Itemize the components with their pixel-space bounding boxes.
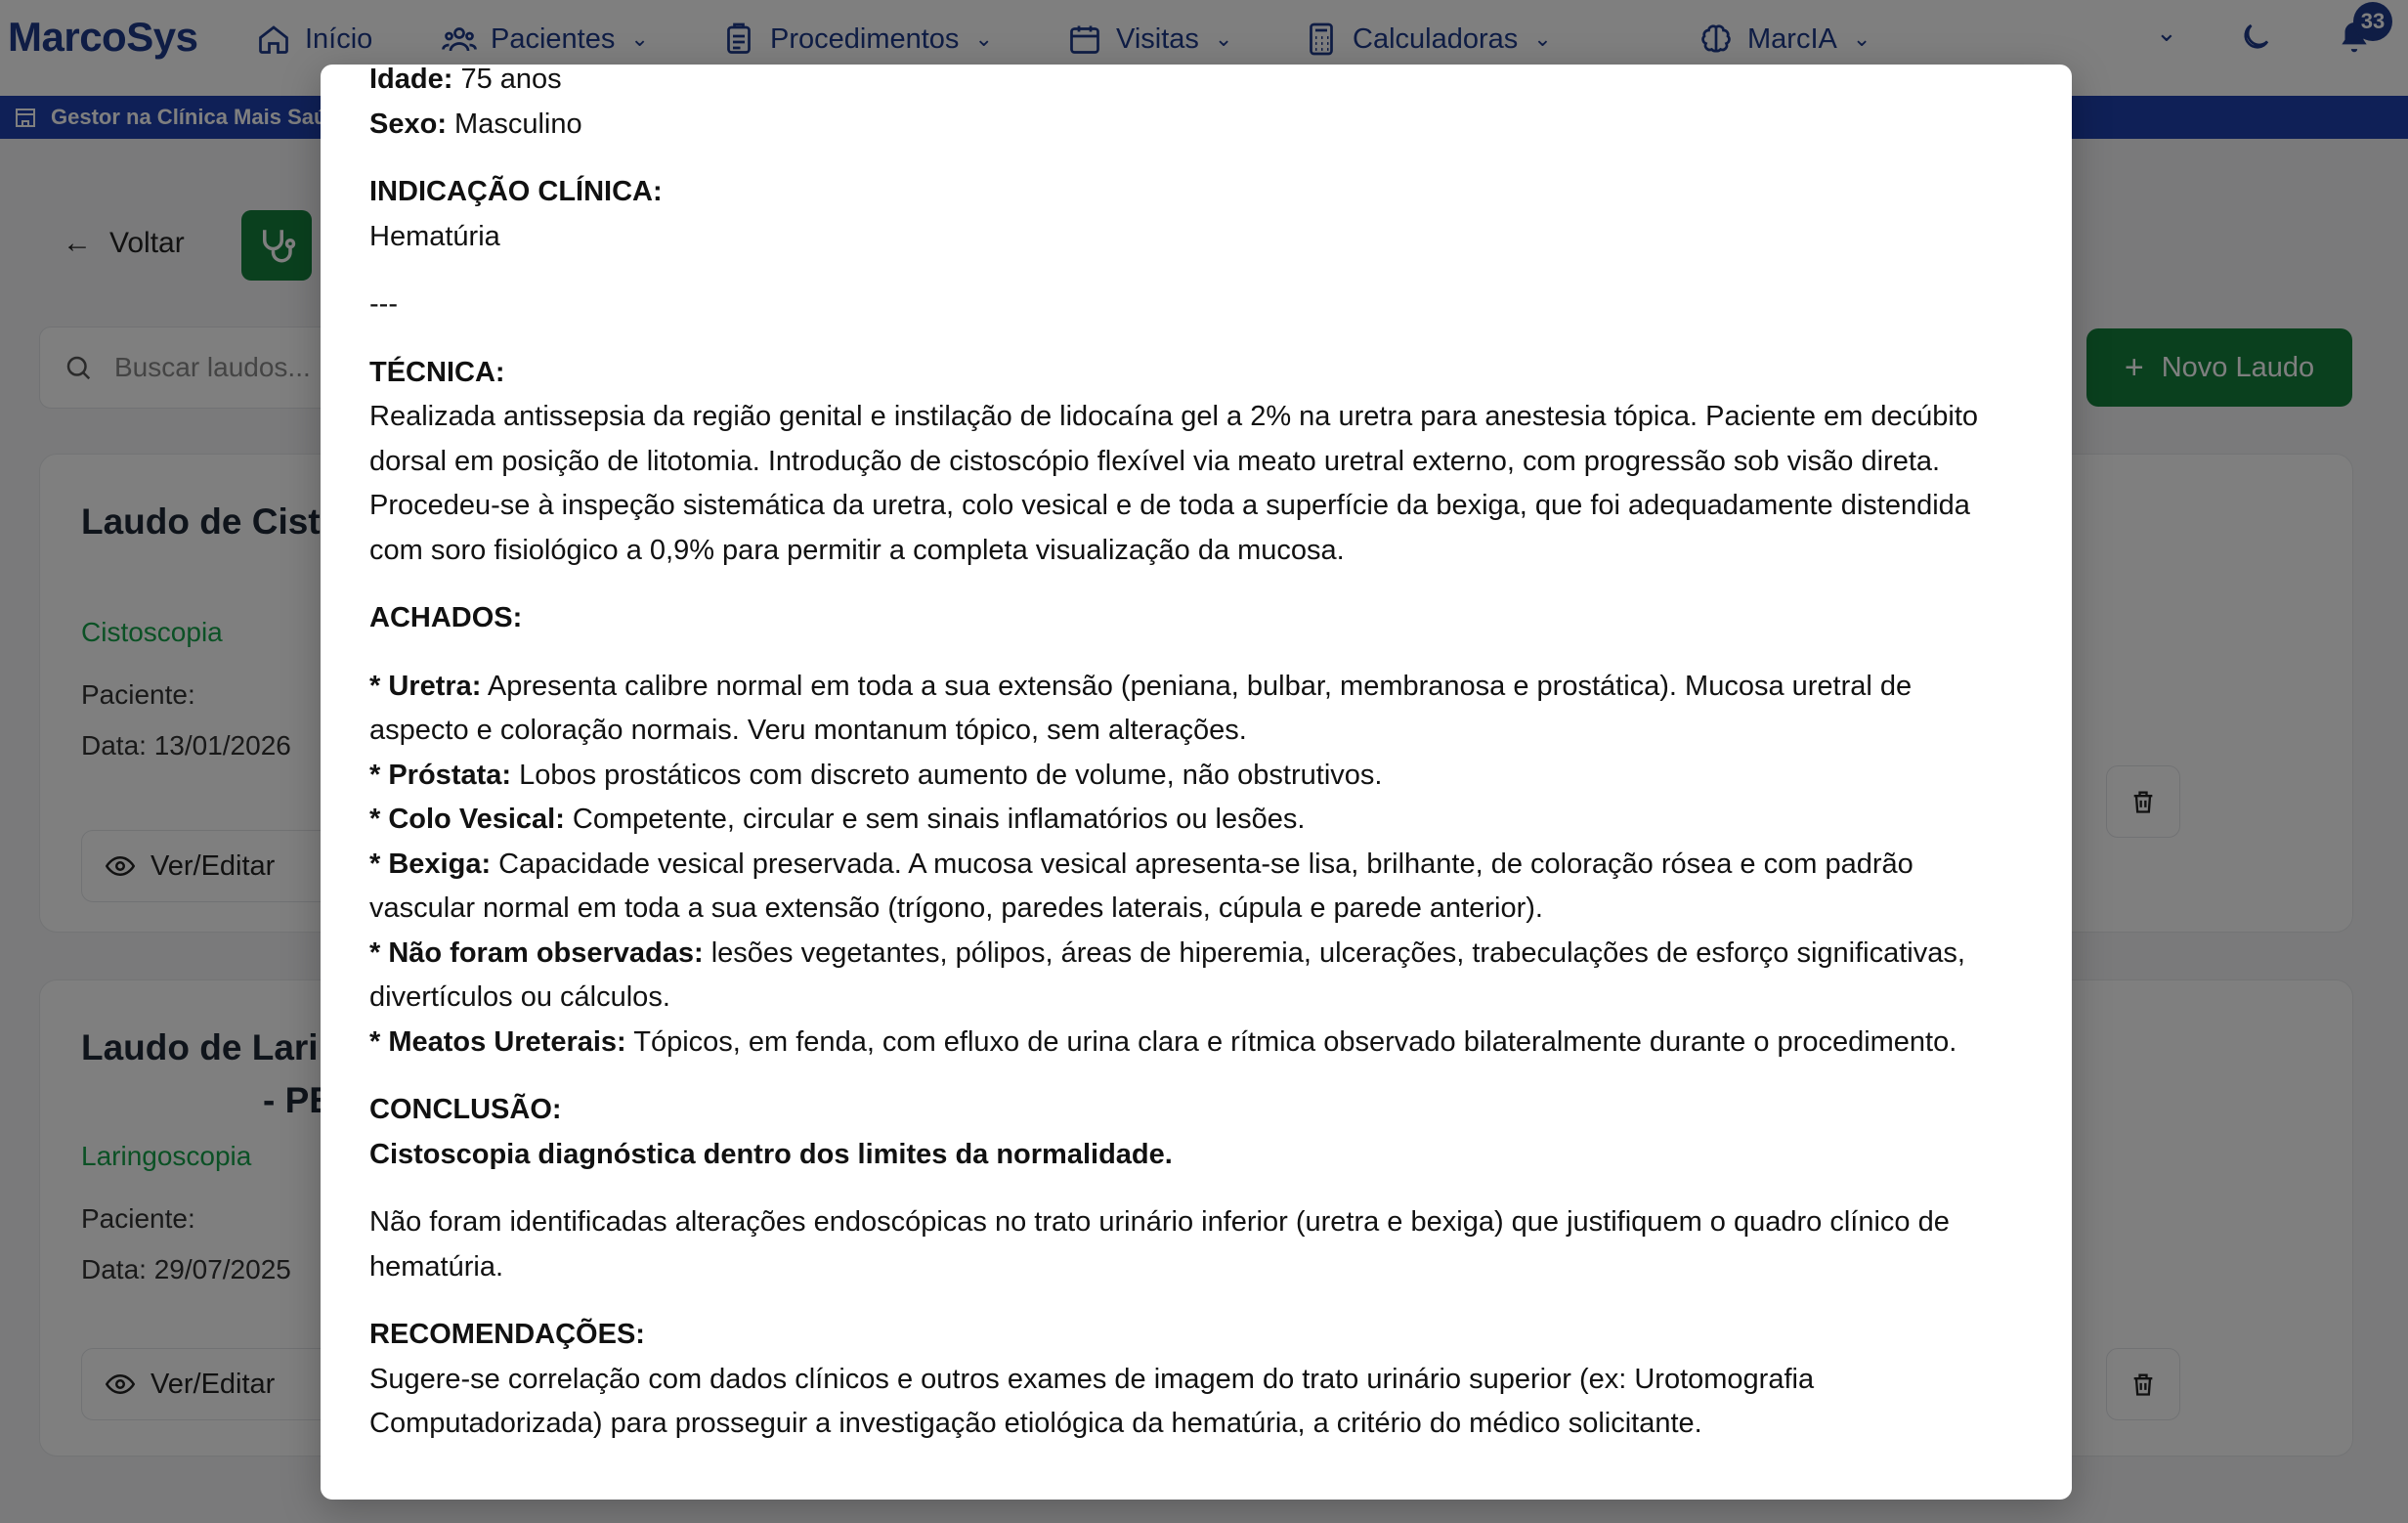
finding-item: * Uretra: Apresenta calibre normal em toda a sua extensão (peniana, bulbar, membranosa e prostática). Mucosa uretral de [369, 670, 1913, 702]
findings-heading: ACHADOS: [369, 602, 523, 633]
finding-item: * Não foram observadas: lesões vegetantes, pólipos, áreas de hiperemia, ulcerações, trabeculações de esforço significativas, [369, 936, 1965, 969]
technique-line: dorsal em posição de litotomia. Introdução de cistoscópio flexível via meato uretral externo, com progressão sob visão direta. [369, 445, 1941, 477]
indication-heading: INDICAÇÃO CLÍNICA: [369, 176, 663, 207]
finding-item-cont: aspecto e coloração normais. Veru montanum tópico, sem alterações. [369, 715, 1247, 746]
conclusion-summary: Cistoscopia diagnóstica dentro dos limites da normalidade. [369, 1138, 1173, 1170]
technique-heading: TÉCNICA: [369, 356, 505, 388]
age-line: Idade: 75 anos [369, 65, 562, 95]
indication-text: Hematúria [369, 220, 500, 252]
technique-line: Procedeu-se à inspeção sistemática da uretra, colo vesical e de toda a superfície da bexiga, que foi adequadamente distendida [369, 490, 1970, 521]
finding-item-cont: vascular normal em toda a sua extensão (trígono, paredes laterais, cúpula e parede anterior). [369, 892, 1543, 924]
finding-item-cont: divertículos ou cálculos. [369, 981, 670, 1013]
sex-line: Sexo: Masculino [369, 108, 582, 140]
conclusion-heading: CONCLUSÃO: [369, 1094, 562, 1125]
technique-line: Realizada antissepsia da região genital e instilação de lidocaína gel a 2% na uretra para anestesia tópica. Paciente em decúbito [369, 401, 1979, 432]
finding-item: * Colo Vesical: Competente, circular e sem sinais inflamatórios ou lesões. [369, 804, 1306, 835]
finding-item: * Bexiga: Capacidade vesical preservada. A mucosa vesical apresenta-se lisa, brilhante, de coloração rósea e com padrão [369, 848, 1914, 880]
conclusion-line: Não foram identificadas alterações endoscópicas no trato urinário inferior (uretra e bexiga) que justifiquem o quadro clínico de [369, 1206, 1950, 1238]
conclusion-line: hematúria. [369, 1250, 504, 1283]
finding-item: * Meatos Ureterais: Tópicos, em fenda, com efluxo de urina clara e rítmica observado bilateralmente durante o procedimento. [369, 1025, 1957, 1058]
recommendations-heading: RECOMENDAÇÕES: [369, 1319, 645, 1350]
report-content [369, 65, 2031, 1447]
technique-line: com soro fisiológico a 0,9% para permitir a completa visualização da mucosa. [369, 534, 1345, 566]
recommendations-line: Sugere-se correlação com dados clínicos e outros exames de imagem do trato urinário superior (ex: Urotomografia [369, 1363, 1815, 1395]
separator: --- [369, 288, 398, 320]
finding-item: * Próstata: Lobos prostáticos com discreto aumento de volume, não obstrutivos. [369, 759, 1383, 791]
recommendations-line: Computadorizada) para prosseguir a investigação etiológica da hematúria, a critério do médico solicitante. [369, 1408, 1702, 1439]
report-modal [321, 65, 2072, 1500]
